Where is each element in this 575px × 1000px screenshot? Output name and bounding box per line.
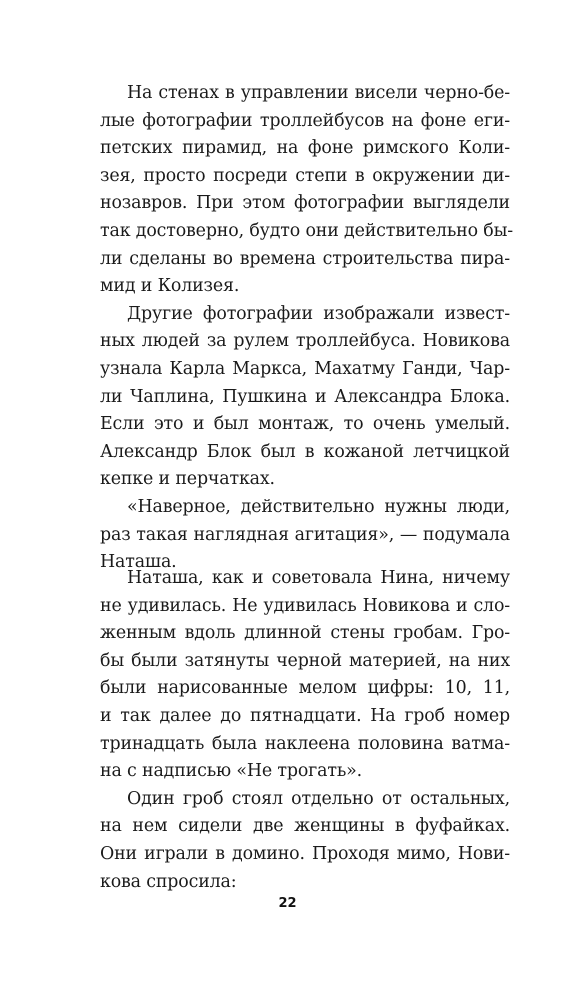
text-line: кова спросила: xyxy=(100,871,237,892)
text-line: бы были затянуты черной материей, на них xyxy=(100,650,510,671)
text-line: раз такая наглядная агитация», — подумала xyxy=(100,524,510,545)
paragraph xyxy=(100,301,510,494)
text-line: на нем сидели две женщины в фуфайках. xyxy=(100,816,510,837)
text-line: Они играли в домино. Проходя мимо, Нови- xyxy=(100,843,510,864)
text-line: Другие фотографии изображали извест- xyxy=(127,303,510,324)
text-line: узнала Карла Маркса, Махатму Ганди, Чар- xyxy=(100,358,510,379)
text-line: кепке и перчатках. xyxy=(100,469,275,490)
text-line: и так далее до пятнадцати. На гроб номер xyxy=(100,705,510,726)
text-line: петских пирамид, на фоне римского Коли- xyxy=(100,138,510,159)
text-line: Один гроб стоял отдельно от остальных, xyxy=(127,788,510,809)
page-number: 22 xyxy=(278,896,297,911)
text-line: ных людей за рулем троллейбуса. Новикова xyxy=(100,331,510,352)
text-line: Если это и был монтаж, то очень умелый. xyxy=(100,414,510,435)
text-line: мид и Колизея. xyxy=(100,276,240,297)
text-section-1 xyxy=(100,80,514,577)
paragraph xyxy=(100,80,514,301)
text-line: не удивилась. Не удивилась Новикова и сло- xyxy=(100,595,510,616)
text-line: зея, просто посреди степи в окружении ди- xyxy=(100,165,510,186)
text-line: тринадцать была наклеена половина ватма- xyxy=(100,733,510,754)
text-line: нозавров. При этом фотографии выглядели xyxy=(100,193,510,214)
text-line: лые фотографии троллейбусов на фоне еги- xyxy=(100,110,510,131)
text-line: На стенах в управлении висели черно-бе- xyxy=(127,83,510,103)
text-line: ли сделаны во времена строительства пира- xyxy=(100,248,510,269)
text-section-2 xyxy=(100,565,510,896)
text-line: Наташа, как и советовала Нина, ничему xyxy=(127,568,510,588)
text-line: ли Чаплина, Пушкина и Александра Блока. xyxy=(100,386,510,407)
text-line: так достоверно, будто они действительно бы- xyxy=(100,220,514,241)
text-line: Александр Блок был в кожаной летчицкой xyxy=(100,441,510,462)
text-line: на с надписью «Не трогать». xyxy=(100,761,363,782)
text-line: «Наверное, действительно нужны люди, xyxy=(127,496,510,517)
paragraph xyxy=(100,565,510,786)
text-line: Наташа. xyxy=(100,552,177,573)
text-line: были нарисованные мелом цифры: 10, 11, xyxy=(100,678,510,699)
text-line: женным вдоль длинной стены гробам. Гро- xyxy=(100,623,510,644)
paragraph xyxy=(100,786,510,896)
